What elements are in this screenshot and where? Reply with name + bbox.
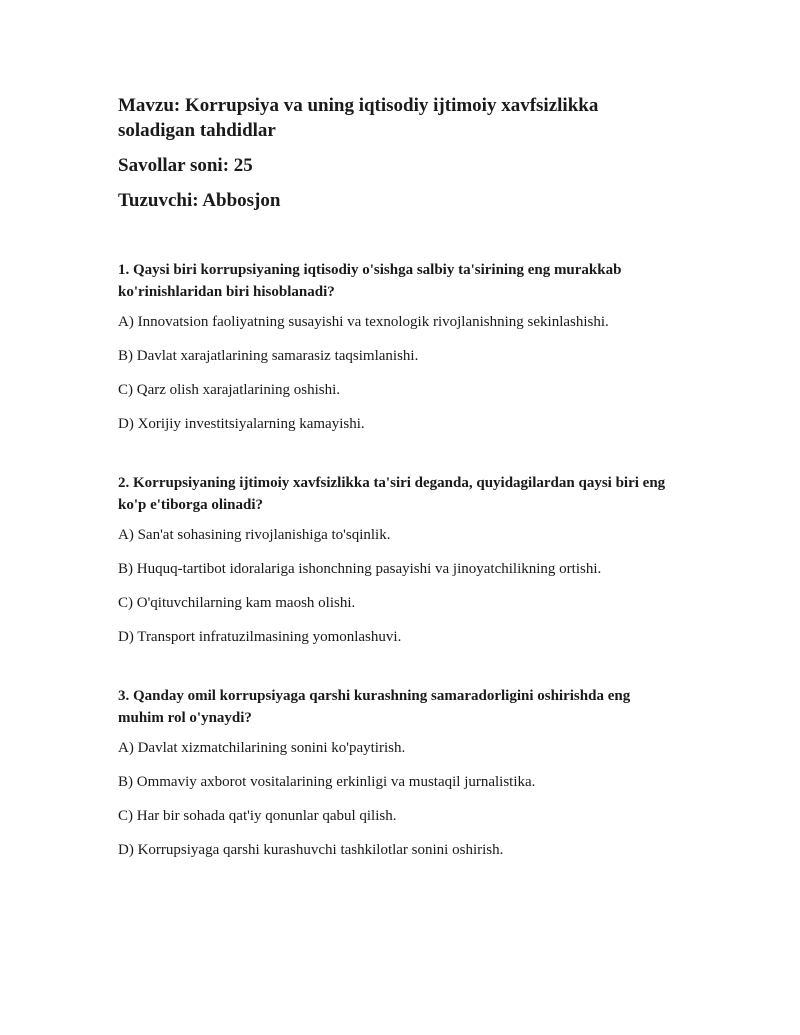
topic-heading: Mavzu: Korrupsiya va uning iqtisodiy ijtimoiy xavfsizlikka soladigan tahdidlar [118, 95, 599, 141]
question-2-option-d: D) Transport infratuzilmasining yomonlashuvi. [118, 629, 402, 645]
question-1-option-d: D) Xorijiy investitsiyalarning kamayishi. [118, 416, 365, 432]
question-1 [118, 259, 678, 434]
question-3-text: 3. Qanday omil korrupsiyaga qarshi kurashning samaradorligini oshirishda eng muhim rol o'ynaydi? [118, 688, 631, 726]
question-1-option-a: A) Innovatsion faoliyatning susayishi va texnologik rivojlanishning sekinlashishi. [118, 314, 609, 330]
document-page [118, 90, 678, 860]
author-heading: Tuzuvchi: Abbosjon [118, 190, 281, 211]
question-2-option-a: A) San'at sohasining rivojlanishiga to'sqinlik. [118, 527, 391, 543]
question-3 [118, 685, 678, 860]
question-2-text: 2. Korrupsiyaning ijtimoiy xavfsizlikka ta'siri deganda, quyidagilardan qaysi biri eng ko'p e'tiborga olinadi? [118, 475, 666, 513]
question-3-option-a: A) Davlat xizmatchilarining sonini ko'paytirish. [118, 740, 406, 756]
question-count-heading: Savollar soni: 25 [118, 155, 253, 176]
question-2-option-b: B) Huquq-tartibot idoralariga ishonchning pasayishi va jinoyatchilikning ortishi. [118, 561, 602, 577]
question-2-option-c: C) O'qituvchilarning kam maosh olishi. [118, 595, 356, 611]
question-1-text: 1. Qaysi biri korrupsiyaning iqtisodiy o'sishga salbiy ta'sirining eng murakkab ko'rinishlaridan biri hisoblanadi? [118, 262, 622, 300]
question-3-option-d: D) Korrupsiyaga qarshi kurashuvchi tashkilotlar sonini oshirish. [118, 842, 504, 858]
question-3-option-c: C) Har bir sohada qat'iy qonunlar qabul qilish. [118, 808, 397, 824]
question-1-option-b: B) Davlat xarajatlarining samarasiz taqsimlanishi. [118, 348, 419, 364]
question-3-option-b: B) Ommaviy axborot vositalarining erkinligi va mustaqil jurnalistika. [118, 774, 536, 790]
question-1-option-c: C) Qarz olish xarajatlarining oshishi. [118, 382, 341, 398]
question-2 [118, 472, 678, 647]
